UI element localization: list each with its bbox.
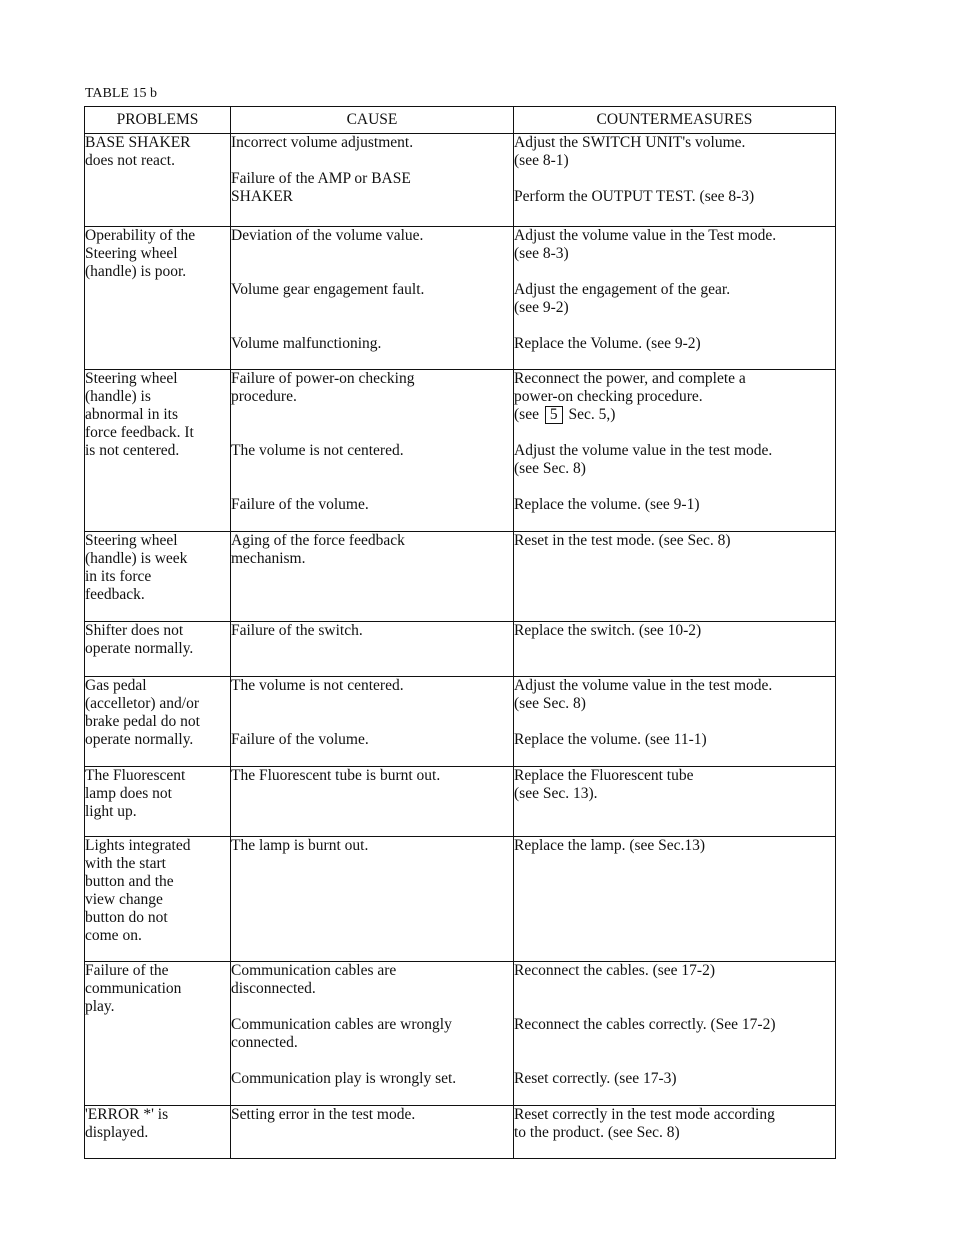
problem-cell bbox=[85, 532, 231, 622]
header-cause: CAUSE bbox=[231, 107, 514, 134]
problem-cell bbox=[85, 767, 231, 837]
countermeasure-cell bbox=[514, 622, 836, 677]
countermeasure-cell bbox=[514, 134, 836, 227]
countermeasure-cell bbox=[514, 227, 836, 370]
table-row bbox=[85, 532, 836, 622]
cause-text: Failure of the AMP or BASE SHAKER bbox=[231, 170, 411, 205]
cause-text: Deviation of the volume value. bbox=[231, 227, 424, 244]
cause-text: Aging of the force feedback mechanism. bbox=[231, 532, 405, 567]
countermeasure-text: Reconnect the cables correctly. (See 17-2) bbox=[514, 1016, 776, 1033]
countermeasure-cell bbox=[514, 837, 836, 962]
problem-cell bbox=[85, 227, 231, 370]
cause-cell bbox=[231, 1106, 514, 1159]
cause-text: Incorrect volume adjustment. bbox=[231, 134, 414, 151]
problem-text: Steering wheel (handle) is week in its force feedback. bbox=[85, 532, 188, 603]
boxed-reference: 5 bbox=[545, 406, 563, 424]
header-problems: PROBLEMS bbox=[85, 107, 231, 134]
countermeasure-text: Replace the volume. (see 9-1) bbox=[514, 496, 700, 513]
countermeasure-cell bbox=[514, 677, 836, 767]
table-row bbox=[85, 677, 836, 767]
problem-text: BASE SHAKER does not react. bbox=[85, 134, 191, 169]
problem-cell bbox=[85, 134, 231, 227]
table-caption: TABLE 15 b bbox=[85, 86, 157, 101]
countermeasure-cell bbox=[514, 767, 836, 837]
problem-cell bbox=[85, 837, 231, 962]
problem-cell bbox=[85, 677, 231, 767]
problem-text: Lights integrated with the start button and the view change button do not come on. bbox=[85, 837, 191, 944]
countermeasure-text: Replace the lamp. (see Sec.13) bbox=[514, 837, 706, 854]
cause-text: Failure of power-on checking procedure. bbox=[231, 370, 415, 405]
cause-text: Failure of the switch. bbox=[231, 622, 363, 639]
problem-cell bbox=[85, 1106, 231, 1159]
countermeasure-text: Adjust the volume value in the test mode. (see Sec. 8) bbox=[514, 442, 773, 477]
table-row bbox=[85, 962, 836, 1106]
see-prefix: (see bbox=[514, 406, 539, 423]
countermeasure-text: Reset correctly. (see 17-3) bbox=[514, 1070, 677, 1087]
cause-text: The lamp is burnt out. bbox=[231, 837, 369, 854]
countermeasure-text: Replace the volume. (see 11-1) bbox=[514, 731, 707, 748]
table-row bbox=[85, 767, 836, 837]
problem-text: Steering wheel (handle) is abnormal in its force feedback. It is not centered. bbox=[85, 370, 194, 459]
countermeasure-cell bbox=[514, 962, 836, 1106]
countermeasure-cell bbox=[514, 370, 836, 532]
countermeasure-text: Reset in the test mode. (see Sec. 8) bbox=[514, 532, 731, 549]
header-row bbox=[85, 107, 836, 134]
cause-cell bbox=[231, 134, 514, 227]
cause-text: Volume malfunctioning. bbox=[231, 335, 382, 352]
problem-text: Gas pedal (accelletor) and/or brake pedal do not operate normally. bbox=[85, 677, 200, 748]
cause-cell bbox=[231, 962, 514, 1106]
cause-cell bbox=[231, 677, 514, 767]
table-row bbox=[85, 370, 836, 532]
countermeasure-text bbox=[514, 370, 835, 424]
see-suffix: Sec. 5,) bbox=[568, 406, 616, 423]
cause-cell bbox=[231, 837, 514, 962]
countermeasure-text: Adjust the volume value in the Test mode. (see 8-3) bbox=[514, 227, 777, 262]
countermeasure-text: Perform the OUTPUT TEST. (see 8-3) bbox=[514, 188, 755, 205]
table-row bbox=[85, 1106, 836, 1159]
countermeasure-text: Adjust the SWITCH UNIT's volume. (see 8-1) bbox=[514, 134, 746, 169]
cause-cell bbox=[231, 767, 514, 837]
countermeasure-cell bbox=[514, 532, 836, 622]
problem-cell bbox=[85, 962, 231, 1106]
countermeasure-text: Reset correctly in the test mode according to the product. (see Sec. 8) bbox=[514, 1106, 775, 1141]
countermeasure-text: Adjust the engagement of the gear. (see 9-2) bbox=[514, 281, 731, 316]
troubleshooting-table bbox=[84, 106, 836, 1159]
cause-text: The Fluorescent tube is burnt out. bbox=[231, 767, 441, 784]
countermeasure-text: Replace the switch. (see 10-2) bbox=[514, 622, 702, 639]
cause-text: The volume is not centered. bbox=[231, 442, 404, 459]
problem-text: Failure of the communication play. bbox=[85, 962, 182, 1015]
cause-text: Communication cables are wrongly connected. bbox=[231, 1016, 452, 1051]
table-row bbox=[85, 227, 836, 370]
cause-cell bbox=[231, 370, 514, 532]
cause-text: Communication play is wrongly set. bbox=[231, 1070, 457, 1087]
problem-cell bbox=[85, 370, 231, 532]
table-row bbox=[85, 622, 836, 677]
cause-cell bbox=[231, 622, 514, 677]
problem-cell bbox=[85, 622, 231, 677]
cause-text: Volume gear engagement fault. bbox=[231, 281, 425, 298]
countermeasure-line: Reconnect the power, and complete a power-on checking procedure. bbox=[514, 370, 746, 405]
cause-cell bbox=[231, 532, 514, 622]
problem-text: The Fluorescent lamp does not light up. bbox=[85, 767, 186, 820]
header-countermeasures: COUNTERMEASURES bbox=[514, 107, 836, 134]
cause-cell bbox=[231, 227, 514, 370]
countermeasure-text: Replace the Volume. (see 9-2) bbox=[514, 335, 701, 352]
cause-text: Setting error in the test mode. bbox=[231, 1106, 416, 1123]
problem-text: Operability of the Steering wheel (handle) is poor. bbox=[85, 227, 196, 280]
table-row bbox=[85, 837, 836, 962]
problem-text: Shifter does not operate normally. bbox=[85, 622, 194, 657]
countermeasure-text: Replace the Fluorescent tube (see Sec. 13). bbox=[514, 767, 694, 802]
problem-text: 'ERROR *' is displayed. bbox=[85, 1106, 169, 1141]
cause-text: Failure of the volume. bbox=[231, 496, 369, 513]
countermeasure-text: Reconnect the cables. (see 17-2) bbox=[514, 962, 715, 979]
table-row bbox=[85, 134, 836, 227]
countermeasure-cell bbox=[514, 1106, 836, 1159]
countermeasure-text: Adjust the volume value in the test mode. (see Sec. 8) bbox=[514, 677, 773, 712]
cause-text: Communication cables are disconnected. bbox=[231, 962, 397, 997]
cause-text: The volume is not centered. bbox=[231, 677, 404, 694]
cause-text: Failure of the volume. bbox=[231, 731, 369, 748]
